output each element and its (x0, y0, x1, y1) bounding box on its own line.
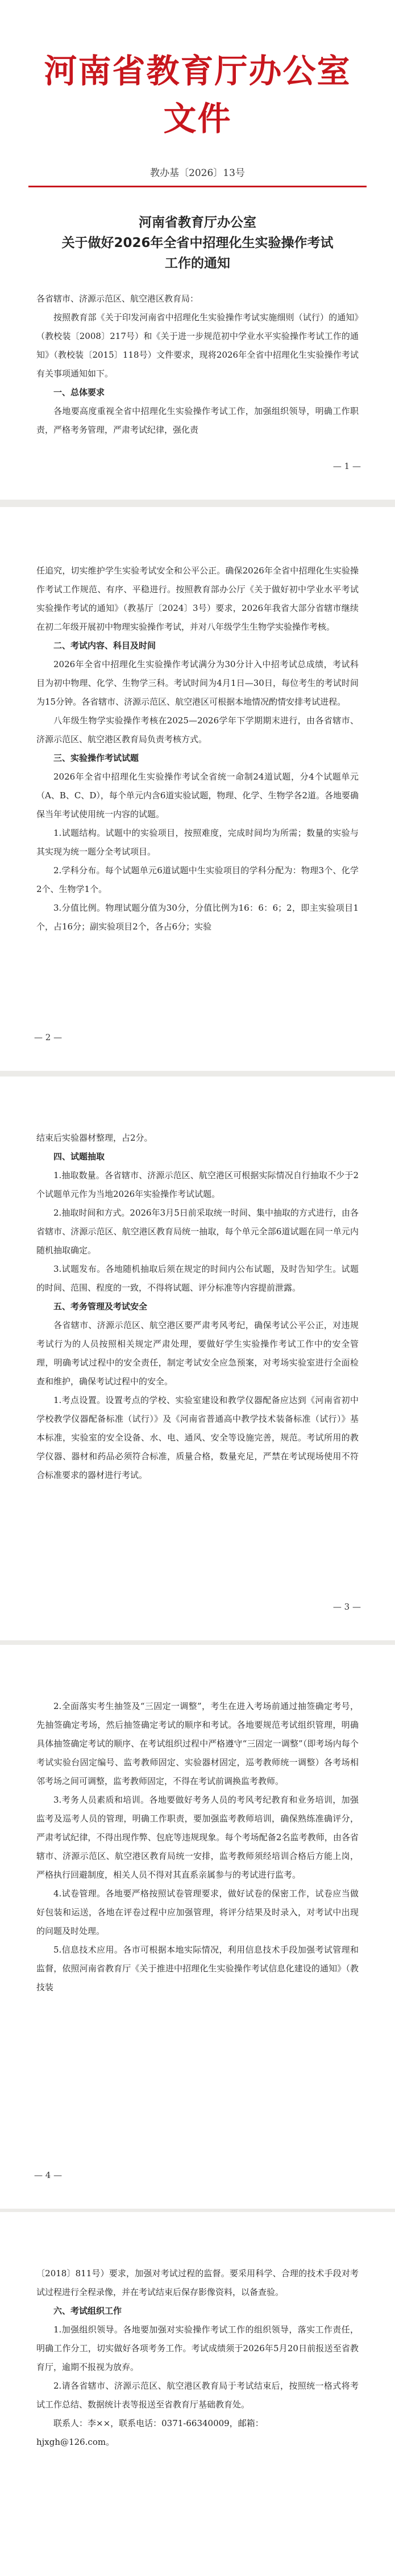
recipients: 各省辖市、济源示范区、航空港区教育局： (36, 294, 199, 304)
issuer-header: 河南省教育厅办公室文件 (44, 52, 351, 138)
page-4-paragraph-3: 4.试卷管理。各地要严格按照试卷管理要求，做好试卷的保密工作，试卷应当做好包装和运送，各地在评卷过程中应加强管理，将评分结果及时录入，对考试中出现的问题及时处理。 (36, 1888, 359, 1936)
section-4-paragraph-2: 2.抽取时间和方式。2026年3月5日前采取统一时间、集中抽取的方式进行，由各省辖市、济源示范区、航空港区教育局统一抽取，每个单元全部6道试题在同一单元内随机抽取确定。 (36, 1208, 359, 1255)
page-4-paragraph-1: 2.全面落实考生抽签及“三固定一调整”，考生在进入考场前通过抽签确定考号，先抽签确定考场，然后抽签确定考试的顺序和考试。各地要规范考试组织管理，明确具体抽签确定考试的顺序、在考试组织过程中严格遵守“三固定一调整”（即考场内每个考试实验台固定编号、监考教师固定、实验器材固定，巡考教师统一调整）各考场相邻考场之间可调整，监考教师固定，不得在考试前调换监考教师。 (36, 1701, 359, 1786)
intro-paragraph: 按照教育部《关于印发河南省中招理化生实验操作考试实施细则（试行）的通知》（教校装〔2008〕217号）和《关于进一步规范初中学业水平实验操作考试工作的通知》（教校装〔2015〕118号）文件要求，现将2026年全省中招理化生实验操作考试有关事项通知如下。 (36, 312, 359, 379)
section-6-paragraph-2: 2.请各省辖市、济源示范区、航空港区教育局于考试结束后，按照统一格式将考试工作总结、数据统计表等报送至省教育厅基础教育处。 (36, 2381, 359, 2410)
section-3-paragraph-4: 3.分值比例。物理试题分值为30分，分值比例为16：6：6；2，即主实验项目1个，占16分；副实验项目2个，各占6分；实验 (36, 903, 359, 932)
section-3-paragraph-1: 2026年全省中招理化生实验操作考试全省统一命制24道试题，分4个试题单元（A、B、C、D），每个单元内含6道实验试题，物理、化学、生物学各2道。各地要确保当年考试使用统一内容的试题。 (36, 772, 359, 819)
page-number-4: — 4 — (34, 2170, 63, 2180)
section-6-paragraph-1: 1.加强组织领导。各地要加强对实验操作考试工作的组织领导，落实工作责任，明确工作分工，切实做好各项考务工作。考试成绩须于2026年5月20日前报送至省教育厅，逾期不报视为放弃。 (36, 2324, 359, 2372)
page-number-3: — 3 — (332, 1602, 361, 1612)
page-5-continuation: 〔2018〕811号）要求，加强对考试过程的监督。要采用科学、合理的技术手段对考试过程进行全程录像，并在考试结束后保存影像资料，以备查验。 (36, 2268, 359, 2297)
page-4-paragraph-4: 5.信息技术应用。各市可根据本地实际情况，利用信息技术手段加强考试管理和监督，依照河南省教育厅《关于推进中招理化生实验操作考试信息化建设的通知》（教技装 (36, 1945, 359, 1992)
section-3-paragraph-2: 1.试题结构。试题中的实验项目，按照难度，完成时间均为所需；数量的实验与其实现为统一题分全考试项目。 (36, 828, 359, 857)
section-5-paragraph-1: 各省辖市、济源示范区、航空港区要严肃考风考纪，确保考试公平公正，对违规考试行为的人员按照相关规定严肃处理，要做好学生实验操作考试工作中的安全管理，明确考试过程中的安全责任，制定考试安全应急预案，对考场实验室进行全面检查和维护，确保考试过程中的安全。 (36, 1320, 359, 1387)
section-3-heading: 三、实验操作考试试题 (53, 753, 139, 763)
page-number-2: — 2 — (34, 1032, 63, 1042)
contact-email: hjxgh@126.com。 (36, 2437, 115, 2447)
section-2-paragraph-1: 2026年全省中招理化生实验操作考试满分为30分计入中招考试总成绩，考试科目为初中物理、化学、生物学三科。考试时间为4月1日—30日，每位考生的考试时间为15分钟。各省辖市、济源示范区、航空港区可根据本地情况酌情安排考试进程。 (36, 659, 359, 707)
document-number: 教办基〔2026〕13号 (150, 167, 245, 179)
title-line-3: 工作的通知 (165, 256, 230, 271)
notice-title (36, 212, 359, 274)
section-1-paragraph: 各地要高度重视全省中招理化生实验操作考试工作，加强组织领导，明确工作职责，严格考务管理，严肃考试纪律，强化责 (36, 406, 359, 435)
document-page-1 (0, 0, 395, 500)
page-3-continuation: 结束后实验器材整理，占2分。 (36, 1133, 153, 1143)
section-2-paragraph-2: 八年级生物学实验操作考核在2025—2026学年下学期期末进行，由各省辖市、济源示范区、航空港区教育局负责考核方式。 (36, 715, 359, 744)
section-4-paragraph-3: 3.试题发布。各地随机抽取后须在规定的时间内公布试题，及时告知学生。试题的时间、范围、程度的一致，不得将试题、评分标准等内容提前泄露。 (36, 1264, 359, 1293)
section-5-paragraph-2: 1.考点设置。设置考点的学校、实验室建设和教学仪器配备应达到《河南省初中学校教学仪器配备标准（试行）》及《河南省普通高中教学技术装备标准（试行）》基本标准，实验室的安全设备、水、电、通风、安全等设施完善，规范。考试所用的教学仪器、器材和药品必须符合标准，质量合格，数量充足，严禁在考试现场使用不符合标准要求的器材进行考试。 (36, 1395, 359, 1480)
title-line-2: 关于做好2026年全省中招理化生实验操作考试 (61, 236, 334, 250)
title-line-1: 河南省教育厅办公室 (139, 215, 256, 230)
section-6-heading: 六、考试组织工作 (53, 2306, 122, 2316)
section-5-heading: 五、考务管理及考试安全 (53, 1301, 148, 1312)
section-4-heading: 四、试题抽取 (53, 1151, 105, 1162)
document-page-3 (0, 1077, 395, 1640)
section-1-heading: 一、总体要求 (53, 387, 105, 397)
page-number-1: — 1 — (332, 461, 361, 471)
document-page-5 (0, 2212, 395, 2576)
contact-person: 联系人：李××，联系电话：0371-66340009，邮箱： (53, 2418, 264, 2428)
page-4-paragraph-2: 3.考务人员素质和培训。各地要做好考务人员的考风考纪教育和业务培训，加强监考及巡考人员的管理，明确工作职责，要加强监考教师培训，确保熟练准确评分，严肃考试纪律，不得出现作弊、包庇等违规现象。每个考场配备2名监考教师，由各省辖市、济源示范区、航空港区教育局统一安排，监考教师须经培训合格后方能上岗，严格执行回避制度，相关人员不得对其直系亲属参与的考试进行监考。 (36, 1795, 359, 1880)
red-divider-line (28, 186, 367, 187)
document-page-2 (0, 507, 395, 1071)
page-2-continuation: 任追究，切实维护学生实验考试安全和公平公正。确保2026年全省中招理化生实验操作考试工作规范、有序、平稳进行。按照教育部办公厅《关于做好初中学业水平考试实验操作考试的通知》（教基厅〔2024〕3号）要求，2026年我省大部分省辖市继续在初二年级开展初中物理实验操作考试，并对八年级学生生物学实验操作考核。 (36, 566, 359, 632)
section-3-paragraph-3: 2.学科分布。每个试题单元6道试题中生实验项目的学科分配为：物理3个、化学2个、生物学1个。 (36, 865, 359, 894)
section-4-paragraph-1: 1.抽取数量。各省辖市、济源示范区、航空港区可根据实际情况自行抽取不少于2个试题单元作为当地2026年实验操作考试试题。 (36, 1170, 359, 1199)
document-page-4 (0, 1645, 395, 2209)
section-2-heading: 二、考试内容、科目及时间 (53, 640, 156, 651)
